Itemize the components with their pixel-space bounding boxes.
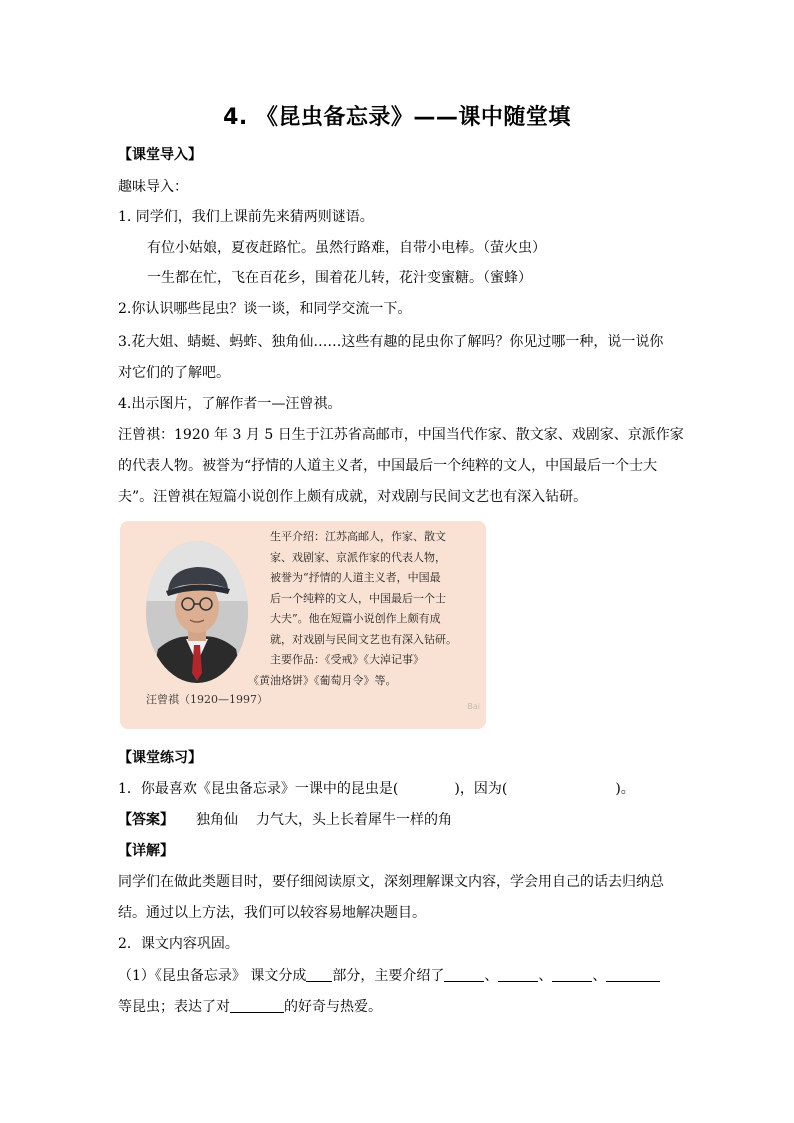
card-bio-line: 主要作品：《受戒》《大淖记事》 — [270, 653, 424, 666]
author-bio-line-3: 夫”。汪曾祺在短篇小说创作上颇有成就，对戏剧与民间文艺也有深入钻研。 — [118, 489, 588, 505]
card-bio-line: 生平介绍：江苏高邮人，作家、散文 — [270, 530, 446, 543]
image-watermark: Bai — [467, 702, 480, 711]
portrait-caption: 汪曾祺（1920—1997） — [146, 693, 268, 706]
card-bio-line: 后一个纯粹的文人，中国最后一个士 — [270, 591, 446, 605]
card-bio-line: 被誉为“抒情的人道主义者，中国最 — [270, 571, 441, 584]
card-bio-line: 家、戏剧家、京派作家的代表人物， — [270, 550, 446, 564]
card-bio-line: 《黄油烙饼》《葡萄月令》等。 — [248, 673, 397, 687]
question-2-1-part-4: 的好奇与热爱。 — [284, 999, 382, 1015]
separator: 、 — [484, 968, 499, 984]
question-2-1-part-2: 部分，主要介绍了 — [332, 968, 445, 984]
answer-label: 【答案】 — [118, 812, 174, 828]
fill-blank[interactable] — [606, 967, 660, 982]
section-header-practice: 【课堂练习】 — [118, 750, 202, 766]
question-2-1-part-1: （1）《昆虫备忘录》 课文分成 — [118, 968, 307, 984]
question-2-1-line-2 — [118, 997, 678, 1017]
page-title: 4. 《昆虫备忘录》——课中随堂填 — [223, 105, 571, 130]
author-picture-card — [120, 521, 486, 729]
fill-blank[interactable] — [444, 967, 484, 982]
fill-blank[interactable] — [306, 967, 332, 982]
card-bio-line: 就，对戏剧与民间文艺也有深入钻研。 — [270, 632, 457, 646]
intro-item-4: 4.出示图片，了解作者一—汪曾祺。 — [118, 396, 342, 412]
author-bio-line-2: 的代表人物。被誉为“抒情的人道主义者，中国最后一个纯粹的文人，中国最后一个士大 — [118, 458, 658, 474]
detail-line-2: 结。通过以上方法，我们可以较容易地解决题目。 — [118, 905, 426, 921]
answer-value-1: 独角仙 — [196, 812, 238, 828]
question-2: 2．课文内容巩固。 — [118, 936, 239, 952]
answer-value-2: 力气大，头上长着犀牛一样的角 — [256, 812, 452, 828]
question-1-part-3: )。 — [615, 781, 635, 797]
fill-blank[interactable] — [498, 967, 538, 982]
riddle-2: 一生都在忙，飞在百花乡，围着花儿转，花汁变蜜糖。（蜜蜂） — [147, 270, 532, 286]
intro-item-3-line-1: 3.花大姐、蜻蜓、蚂蚱、独角仙……这些有趣的昆虫你了解吗？你见过哪一种，说一说你 — [118, 334, 664, 350]
question-1-part-2: )，因为( — [454, 781, 508, 797]
separator: 、 — [592, 968, 607, 984]
question-1-part-1: 1．你最喜欢《昆虫备忘录》一课中的昆虫是( — [118, 781, 399, 797]
separator: 、 — [538, 968, 553, 984]
answer-row — [118, 810, 678, 830]
question-1 — [118, 779, 678, 799]
author-portrait-illustration — [146, 541, 248, 683]
question-2-1-line-1 — [118, 966, 678, 986]
section-header-intro: 【课堂导入】 — [118, 147, 202, 163]
intro-item-3-line-2: 对它们的了解吧。 — [118, 365, 230, 381]
card-bio-line: 大夫”。他在短篇小说创作上颇有成 — [270, 612, 441, 625]
intro-item-2: 2.你认识哪些昆虫？谈一谈，和同学交流一下。 — [118, 301, 412, 317]
question-2-1-part-3: 等昆虫；表达了对 — [118, 999, 230, 1015]
fill-blank[interactable] — [552, 967, 592, 982]
detail-label: 【详解】 — [118, 843, 174, 859]
fill-blank[interactable] — [230, 998, 284, 1013]
card-bio — [248, 527, 482, 691]
author-bio-line-1: 汪曾祺：1920 年 3 月 5 日生于江苏省高邮市，中国当代作家、散文家、戏剧家、京派作家 — [118, 427, 684, 443]
intro-subtitle: 趣味导入： — [118, 179, 188, 195]
intro-item-1: 1. 同学们，我们上课前先来猜两则谜语。 — [118, 209, 374, 225]
detail-line-1: 同学们在做此类题目时，要仔细阅读原文，深刻理解课文内容，学会用自己的话去归纳总 — [118, 874, 664, 890]
riddle-1: 有位小姑娘，夏夜赶路忙。虽然行路难，自带小电棒。（萤火虫） — [147, 240, 546, 256]
author-portrait — [146, 541, 248, 683]
